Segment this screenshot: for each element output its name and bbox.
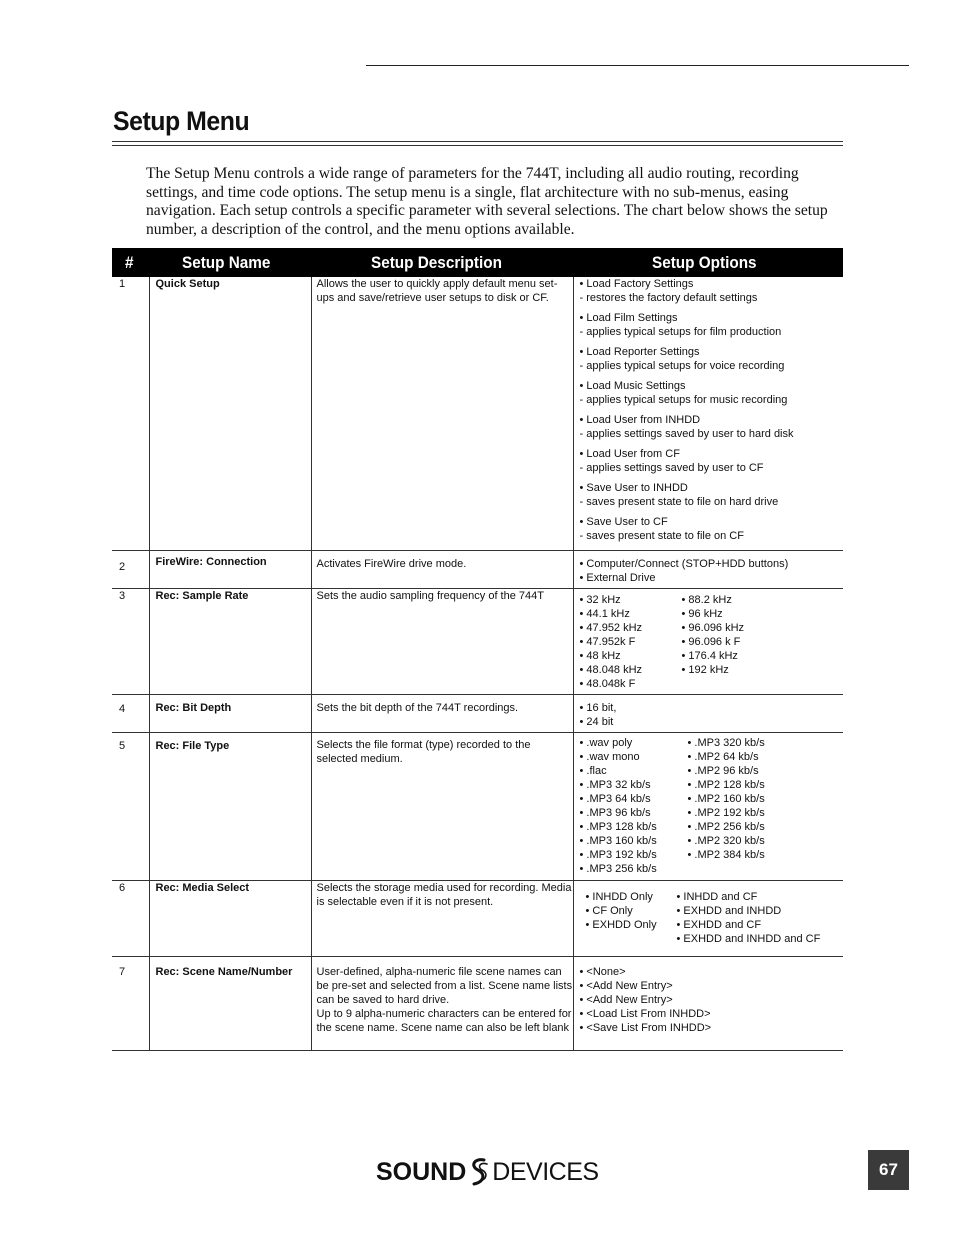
option-item: • Save User to INHDD — [579, 482, 688, 494]
option-group — [580, 515, 844, 543]
option-columns — [580, 593, 844, 691]
option-item: • 96.096 k F — [681, 635, 741, 648]
option-note: - applies typical setups for voice recording — [579, 360, 785, 372]
option-item: • .MP2 128 kb/s — [687, 778, 765, 791]
option-item: • Load Music Settings — [579, 380, 686, 392]
option-item: • .MP2 96 kb/s — [687, 764, 759, 777]
option-column — [580, 890, 677, 946]
table-row — [112, 694, 843, 732]
logo-word-devices: DEVICES — [492, 1157, 599, 1186]
option-item: • 47.952k F — [579, 635, 636, 648]
option-item: • INHDD Only — [585, 890, 653, 903]
setup-description: Sets the bit depth of the 744T recordings. — [311, 694, 573, 732]
option-item: • <Save List From INHDD> — [579, 1021, 712, 1034]
option-item: • 48.048 kHz — [579, 663, 643, 676]
option-item: • .wav poly — [579, 736, 633, 749]
option-item: • .MP3 256 kb/s — [579, 862, 657, 875]
option-item: • CF Only — [585, 904, 633, 917]
option-item: • 16 bit, — [579, 701, 617, 714]
option-item: • INHDD and CF — [676, 890, 758, 903]
setup-description: Selects the file format (type) recorded to the selected medium. — [311, 732, 573, 880]
option-item: • 32 kHz — [579, 593, 621, 606]
setup-name: Rec: File Type — [149, 732, 311, 880]
option-group — [580, 277, 844, 305]
setup-options — [573, 956, 843, 1050]
option-item: • .wav mono — [579, 750, 640, 763]
option-item: • 96 kHz — [681, 607, 723, 620]
top-rule — [366, 65, 909, 66]
option-item: • External Drive — [579, 571, 656, 584]
option-item: • .MP3 160 kb/s — [579, 834, 657, 847]
option-note: - applies typical setups for film production — [579, 326, 782, 338]
setup-description: Selects the storage media used for recording. Media is selectable even if it is not present. — [311, 880, 573, 956]
page-number: 67 — [868, 1150, 909, 1190]
option-columns — [580, 890, 844, 946]
setup-number: 3 — [112, 588, 149, 694]
description-text: Up to 9 alpha-numeric characters can be entered for the scene name. Scene name can also be left blank — [316, 1007, 572, 1034]
option-item: • .MP2 384 kb/s — [687, 848, 765, 861]
option-item: • <None> — [579, 965, 626, 978]
option-item: • .MP2 256 kb/s — [687, 820, 765, 833]
option-item: • .MP3 96 kb/s — [579, 806, 651, 819]
option-item: • Load Factory Settings — [579, 278, 694, 290]
table-row — [112, 956, 843, 1050]
setup-number: 2 — [112, 550, 149, 588]
table-row — [112, 277, 843, 550]
intro-paragraph: The Setup Menu controls a wide range of parameters for the 744T, including all audio routing, recording settings, and time code options. The setup menu is a single, flat architecture with no sub-menus, easing navigation. Each setup controls a specific parameter with several selections. The chart below shows the setup number, a description of the control, and the menu options available. — [146, 165, 828, 238]
option-item: • .MP2 64 kb/s — [687, 750, 759, 763]
setup-number: 7 — [112, 956, 149, 1050]
option-item: • 192 kHz — [681, 663, 729, 676]
option-item: • .MP2 320 kb/s — [687, 834, 765, 847]
option-column — [580, 593, 682, 691]
setup-name: FireWire: Connection — [149, 550, 311, 588]
option-item: • 24 bit — [579, 715, 614, 728]
header-setup-name: Setup Name — [149, 248, 311, 277]
setup-number: 4 — [112, 694, 149, 732]
logo-swirl-icon — [466, 1156, 492, 1188]
option-note: - applies typical setups for music recording — [579, 394, 788, 406]
setup-description — [311, 956, 573, 1050]
sound-devices-logo — [376, 1156, 599, 1188]
option-item: • .MP3 192 kb/s — [579, 848, 657, 861]
option-group — [580, 311, 844, 339]
option-item: • .MP2 192 kb/s — [687, 806, 765, 819]
setup-name: Rec: Bit Depth — [149, 694, 311, 732]
setup-number: 6 — [112, 880, 149, 956]
option-group — [580, 345, 844, 373]
header-number: # — [112, 248, 149, 277]
table-row — [112, 550, 843, 588]
option-item: • <Add New Entry> — [579, 993, 673, 1006]
option-item: • 176.4 kHz — [681, 649, 738, 662]
option-item: • 48 kHz — [579, 649, 621, 662]
option-group — [580, 379, 844, 407]
option-note: - restores the factory default settings — [579, 292, 758, 304]
option-item: • 88.2 kHz — [681, 593, 732, 606]
setup-options — [573, 694, 843, 732]
option-item: • Save User to CF — [579, 516, 668, 528]
option-item: • EXHDD and INHDD and CF — [676, 932, 821, 945]
setup-description: Allows the user to quickly apply default menu set-ups and save/retrieve user setups to disk or CF. — [311, 277, 573, 550]
option-column — [677, 890, 821, 946]
description-text: User-defined, alpha-numeric file scene names can be pre-set and selected from a list. Scene name lists can be saved to hard drive. — [316, 965, 573, 1006]
option-note: - applies settings saved by user to CF — [579, 462, 764, 474]
option-note: - applies settings saved by user to hard disk — [579, 428, 794, 440]
option-item: • .MP2 160 kb/s — [687, 792, 765, 805]
setup-menu-table — [112, 248, 843, 1051]
option-item: • .MP3 64 kb/s — [579, 792, 651, 805]
option-columns — [580, 736, 844, 876]
option-item: • <Load List From INHDD> — [579, 1007, 711, 1020]
setup-description: Activates FireWire drive mode. — [311, 550, 573, 588]
setup-options — [573, 550, 843, 588]
option-item: • Load Reporter Settings — [579, 346, 700, 358]
option-item: • Load User from CF — [579, 448, 680, 460]
option-item: • .MP3 32 kb/s — [579, 778, 651, 791]
option-column — [688, 736, 765, 876]
header-setup-options: Setup Options — [573, 248, 843, 277]
option-item: • .MP3 128 kb/s — [579, 820, 657, 833]
option-item: • EXHDD and INHDD — [676, 904, 782, 917]
table-row — [112, 732, 843, 880]
setup-name: Rec: Sample Rate — [149, 588, 311, 694]
setup-options — [573, 277, 843, 550]
table-header-row — [112, 248, 843, 277]
option-note: - saves present state to file on hard drive — [579, 496, 779, 508]
option-item: • Load User from INHDD — [579, 414, 701, 426]
option-item: • 48.048k F — [579, 677, 636, 690]
table-row — [112, 880, 843, 956]
page-title: Setup Menu — [113, 106, 250, 136]
option-item: • Computer/Connect (STOP+HDD buttons) — [579, 557, 789, 570]
table-row — [112, 588, 843, 694]
option-column — [580, 736, 688, 876]
option-item: • 96.096 kHz — [681, 621, 745, 634]
option-group — [580, 413, 844, 441]
option-item: • EXHDD Only — [585, 918, 657, 931]
setup-description: Sets the audio sampling frequency of the 744T — [311, 588, 573, 694]
option-column — [682, 593, 745, 691]
setup-name: Rec: Scene Name/Number — [149, 956, 311, 1050]
setup-number: 5 — [112, 732, 149, 880]
setup-options — [573, 732, 843, 880]
title-rule — [112, 141, 843, 146]
logo-word-sound: SOUND — [376, 1157, 467, 1186]
option-item: • .flac — [579, 764, 607, 777]
option-item: • Load Film Settings — [579, 312, 678, 324]
option-item: • EXHDD and CF — [676, 918, 762, 931]
option-group — [580, 481, 844, 509]
option-item: • 47.952 kHz — [579, 621, 643, 634]
option-note: - saves present state to file on CF — [579, 530, 744, 542]
option-item: • <Add New Entry> — [579, 979, 673, 992]
setup-options — [573, 880, 843, 956]
option-group — [580, 447, 844, 475]
setup-options — [573, 588, 843, 694]
option-item: • .MP3 320 kb/s — [687, 736, 765, 749]
setup-name: Rec: Media Select — [149, 880, 311, 956]
setup-name: Quick Setup — [149, 277, 311, 550]
header-setup-description: Setup Description — [311, 248, 573, 277]
option-item: • 44.1 kHz — [579, 607, 630, 620]
setup-number: 1 — [112, 277, 149, 550]
